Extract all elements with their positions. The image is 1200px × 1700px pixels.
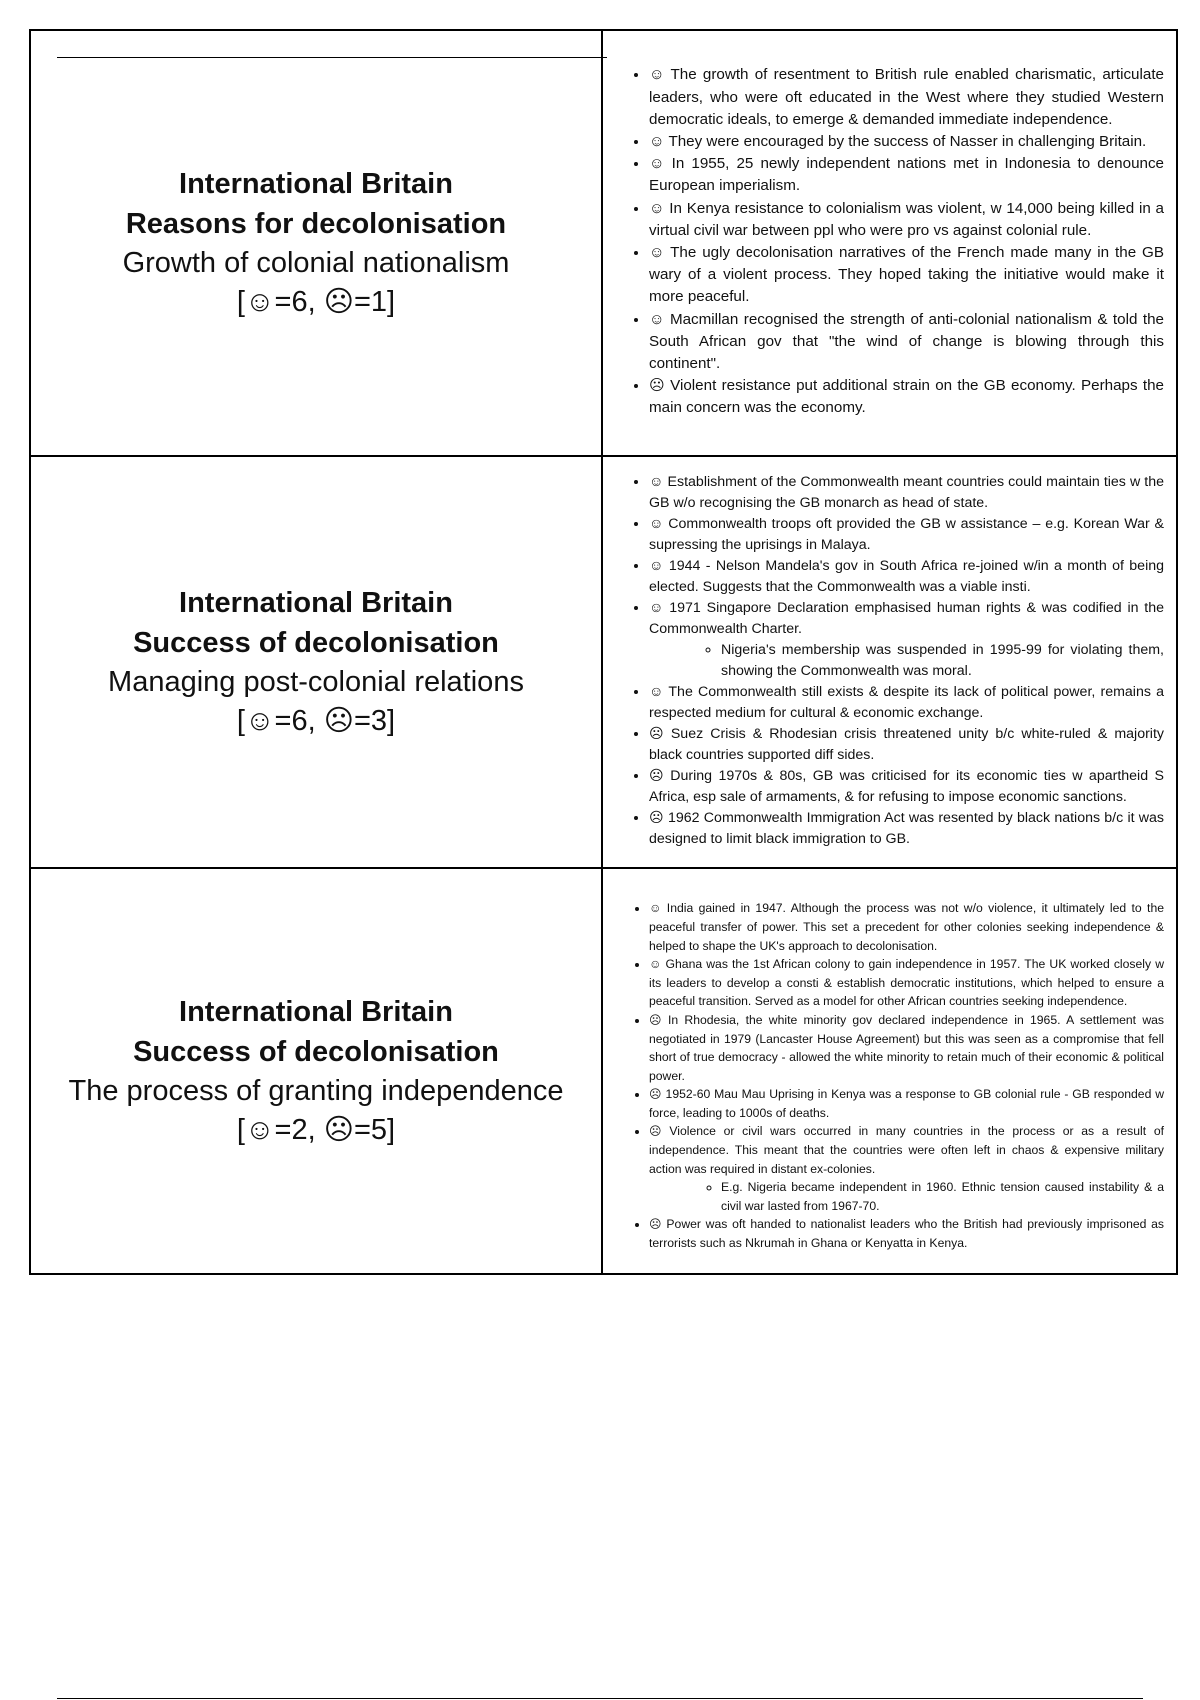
topic-subtitle: Managing post-colonial relations: [108, 666, 524, 698]
list-item-text: ☺ 1971 Singapore Declaration emphasised human rights & was codified in the Commonwealth Charter.: [649, 600, 1164, 637]
list-item: • ☹ Power was oft handed to nationalist leaders who the British had previously imprisoned as terrorists such as Nkrumah in Ghana or Kenyatta in Kenya.: [649, 1215, 1164, 1252]
list-item: • ☺ Macmillan recognised the strength of anti-colonial nationalism & told the South African gov that "the wind of change is blowing through this continent".: [649, 309, 1164, 376]
score-tally: [☺=2, ☹=5]: [236, 1114, 396, 1146]
topic-cell: [30, 30, 602, 456]
sub-list-item: ◦ Nigeria's membership was suspended in 1995-99 for violating them, showing the Commonwealth was moral.: [721, 640, 1164, 682]
list-item: • ☹ 1962 Commonwealth Immigration Act was resented by black nations b/c it was designed to limit black immigration to GB.: [649, 808, 1164, 850]
points-list: [603, 470, 1176, 854]
list-item: • ☺ They were encouraged by the success of Nasser in challenging Britain.: [649, 131, 1164, 153]
topic-subtitle: Growth of colonial nationalism: [122, 247, 510, 279]
list-item: • ☺ The Commonwealth still exists & despite its lack of political power, remains a respected medium for cultural & economic exchange.: [649, 682, 1164, 724]
points-cell: [602, 30, 1177, 456]
list-item: [649, 1122, 1164, 1215]
list-item: • ☺ 1944 - Nelson Mandela's gov in South Africa re-joined w/in a month of being elected. Suggests that the Commonwealth was a viable insti.: [649, 556, 1164, 598]
topic-heading: Success of decolonisation: [133, 1036, 499, 1068]
topic-row: [30, 456, 1177, 868]
topic-title: International Britain: [179, 587, 453, 619]
list-item: • ☺ Establishment of the Commonwealth meant countries could maintain ties w the GB w/o recognising the GB monarch as head of state.: [649, 472, 1164, 514]
topic-heading: Success of decolonisation: [133, 627, 499, 659]
list-item-text: ☹ Violence or civil wars occurred in many countries in the process or as a result of independence. This meant that the countries were often left in chaos & expensive military action was required in distant ex-colonies.: [649, 1124, 1164, 1176]
points-list: [603, 885, 1176, 1256]
list-item: • ☺ Ghana was the 1st African colony to gain independence in 1957. The UK worked closely w its leaders to develop a consti & establish democratic institutions, which helped to ensure a peaceful transition. Served as a model for other African countries seeking independence.: [649, 955, 1164, 1011]
list-item: • ☺ India gained in 1947. Although the process was not w/o violence, it ultimately led to the peaceful transfer of power. This set a precedent for other colonies seeking independence & helped to shape the UK's approach to decolonisation.: [649, 899, 1164, 955]
topic-title: International Britain: [179, 996, 453, 1028]
list-item: • ☹ In Rhodesia, the white minority gov declared independence in 1965. A settlement was negotiated in 1979 (Lancaster House Agreement) but this was seen as a compromise that fell short of true democracy - allowed the white minority to retain much of their economic & political power.: [649, 1011, 1164, 1085]
sub-list: [649, 1178, 1164, 1215]
topic-cell: [30, 868, 602, 1274]
topic-subtitle: The process of granting independence: [68, 1075, 564, 1107]
list-item: • ☹ 1952-60 Mau Mau Uprising in Kenya was a response to GB colonial rule - GB responded w force, leading to 1000s of deaths.: [649, 1085, 1164, 1122]
list-item: • ☹ During 1970s & 80s, GB was criticised for its economic ties w apartheid S Africa, esp sale of armaments, & for refusing to impose economic sanctions.: [649, 766, 1164, 808]
topic-row: [30, 868, 1177, 1274]
list-item: [649, 598, 1164, 682]
topic-row: [30, 30, 1177, 456]
points-list: [603, 62, 1176, 423]
bottom-rule: [57, 1698, 1143, 1699]
sub-list-item: ◦ E.g. Nigeria became independent in 1960. Ethnic tension caused instability & a civil war lasted from 1967-70.: [721, 1178, 1164, 1215]
score-tally: [☺=6, ☹=3]: [236, 705, 396, 737]
list-item: • ☺ In 1955, 25 newly independent nations met in Indonesia to denounce European imperialism.: [649, 153, 1164, 197]
list-item: • ☺ The growth of resentment to British rule enabled charismatic, articulate leaders, who were oft educated in the West where they studied Western democratic ideals, to emerge & demanded immediate independence.: [649, 64, 1164, 131]
list-item: • ☹ Suez Crisis & Rhodesian crisis threatened unity b/c white-ruled & majority black countries supported diff sides.: [649, 724, 1164, 766]
score-tally: [☺=6, ☹=1]: [236, 286, 396, 318]
list-item: • ☺ In Kenya resistance to colonialism was violent, w 14,000 being killed in a virtual civil war between ppl who were pro vs against colonial rule.: [649, 198, 1164, 242]
points-cell: [602, 868, 1177, 1274]
topic-cell: [30, 456, 602, 868]
points-cell: [602, 456, 1177, 868]
topic-heading: Reasons for decolonisation: [125, 208, 507, 240]
topic-title: International Britain: [179, 168, 453, 200]
list-item: • ☹ Violent resistance put additional strain on the GB economy. Perhaps the main concern was the economy.: [649, 375, 1164, 419]
notes-table: [29, 29, 1178, 1275]
list-item: • ☺ The ugly decolonisation narratives of the French made many in the GB wary of a violent process. They hoped taking the initiative would make it more peaceful.: [649, 242, 1164, 309]
sub-list: [649, 640, 1164, 682]
list-item: • ☺ Commonwealth troops oft provided the GB w assistance – e.g. Korean War & supressing the uprisings in Malaya.: [649, 514, 1164, 556]
